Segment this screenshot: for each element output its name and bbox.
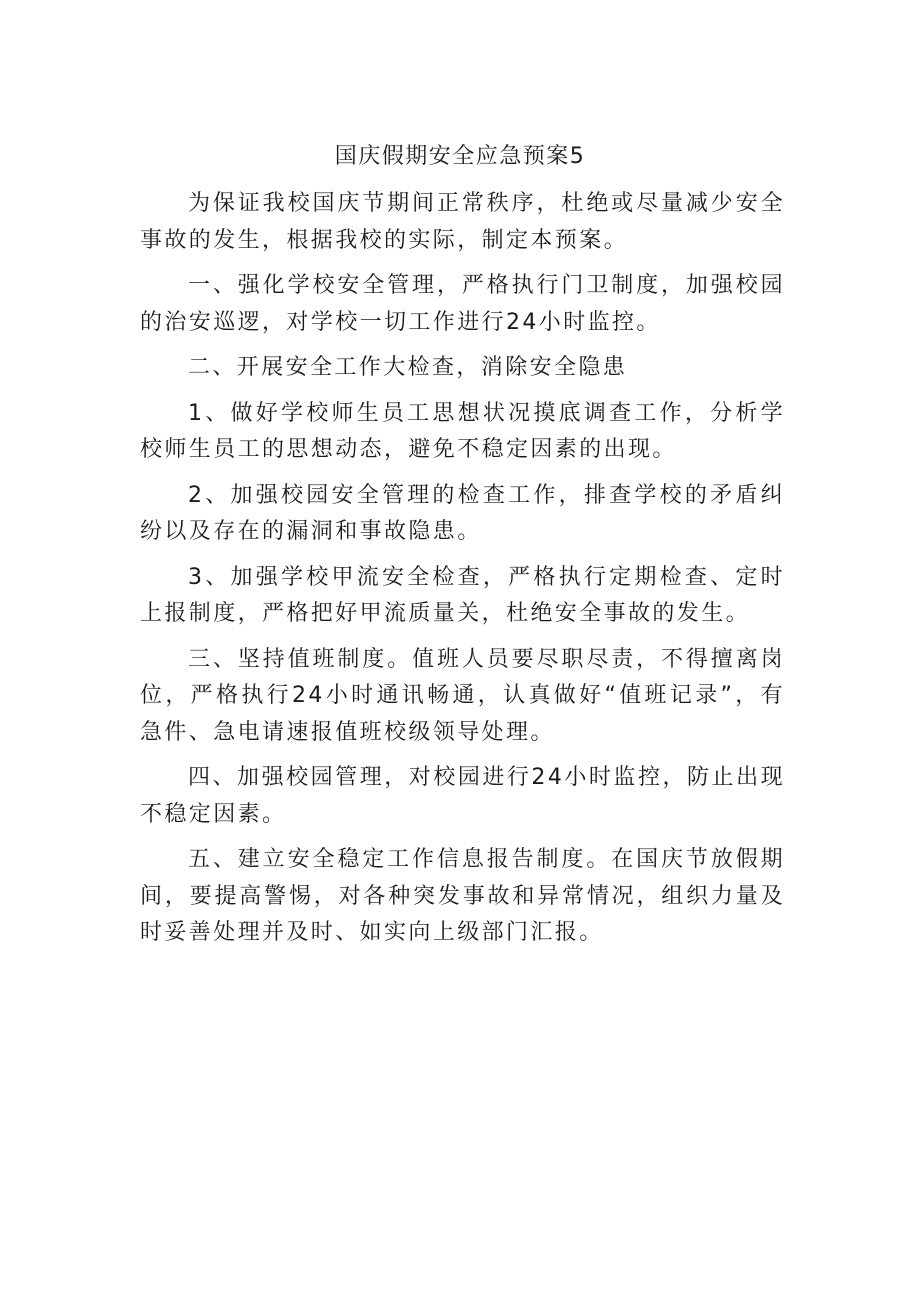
paragraph-item-3: 3、加强学校甲流安全检查，严格执行定期检查、定时上报制度，严格把好甲流质量关，杜绝安全事故的发生。	[140, 564, 785, 626]
paragraph-item-1: 1、做好学校师生员工思想状况摸底调查工作，分析学校师生员工的思想动态，避免不稳定因素的出现。	[140, 400, 785, 462]
paragraph-intro: 为保证我校国庆节期间正常秩序，杜绝或尽量减少安全事故的发生，根据我校的实际，制定本预案。	[140, 191, 785, 253]
paragraph-section-5: 五、建立安全稳定工作信息报告制度。在国庆节放假期间，要提高警惕，对各种突发事故和异常情况，组织力量及时妥善处理并及时、如实向上级部门汇报。	[140, 847, 785, 945]
paragraph-item-2: 2、加强校园安全管理的检查工作，排查学校的矛盾纠纷以及存在的漏洞和事故隐患。	[140, 482, 785, 544]
paragraph-section-3: 三、坚持值班制度。值班人员要尽职尽责，不得擅离岗位，严格执行24小时通讯畅通，认真做好“值班记录”，有急件、急电请速报值班校级领导处理。	[140, 646, 785, 745]
paragraph-section-2: 二、开展安全工作大检查，消除安全隐患	[188, 355, 628, 380]
document-title: 国庆假期安全应急预案5	[334, 144, 586, 169]
paragraph-section-1: 一、强化学校安全管理，严格执行门卫制度，加强校园的治安巡逻，对学校一切工作进行24小时监控。	[140, 273, 785, 335]
paragraph-section-4: 四、加强校园管理，对校园进行24小时监控，防止出现不稳定因素。	[140, 765, 785, 827]
document-body	[140, 186, 785, 952]
